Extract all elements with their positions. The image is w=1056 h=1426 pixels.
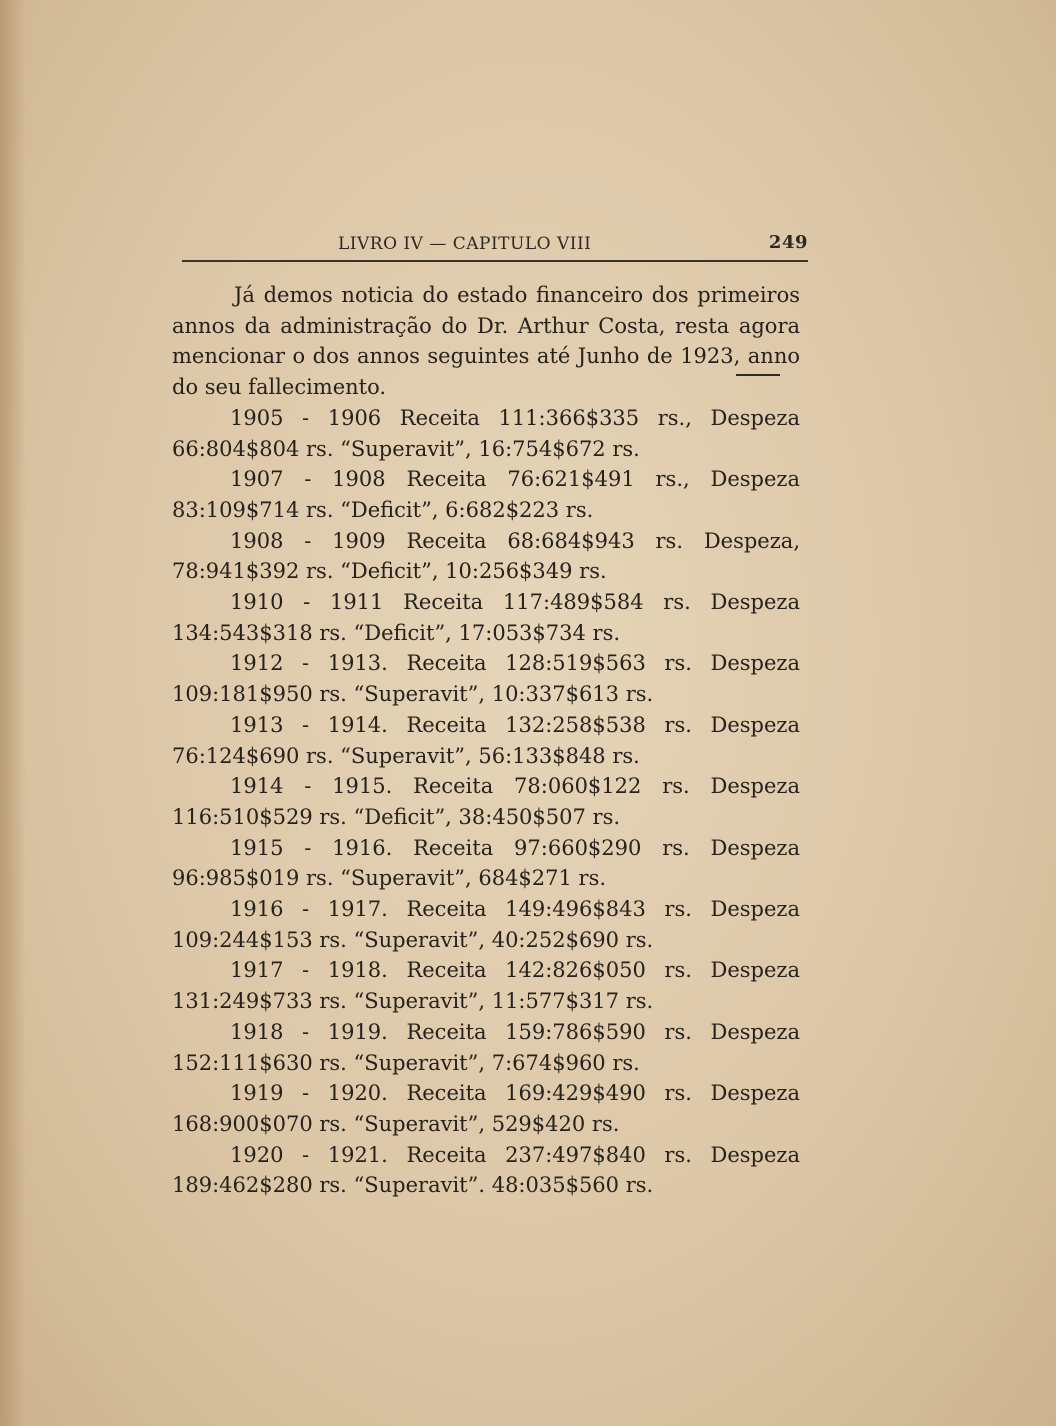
financial-entry: 1908 - 1909 Receita 68:684$943 rs. Despeza, 78:941$392 rs. “Deficit”, 10:256$349 rs. [172, 528, 800, 584]
financial-entry: 1917 - 1918. Receita 142:826$050 rs. Despeza 131:249$733 rs. “Superavit”, 11:577$317 rs. [172, 958, 800, 1014]
financial-entry: 1914 - 1915. Receita 78:060$122 rs. Despeza 116:510$529 rs. “Deficit”, 38:450$507 rs. [172, 774, 800, 829]
body-text [172, 280, 800, 1201]
financial-entry: 1907 - 1908 Receita 76:621$491 rs., Despeza 83:109$714 rs. “Deficit”, 6:682$223 rs. [172, 467, 800, 522]
financial-entry: 1912 - 1913. Receita 128:519$563 rs. Despeza 109:181$950 rs. “Superavit”, 10:337$613 rs. [172, 651, 800, 707]
intro-paragraph: Já demos noticia do estado financeiro dos primeiros annos da administração do Dr. Arthur Costa, resta agora mencionar o dos annos seguintes até Junho de 1923, anno do seu fallecimento. [172, 283, 800, 400]
financial-entry: 1916 - 1917. Receita 149:496$843 rs. Despeza 109:244$153 rs. “Superavit”, 40:252$690 rs. [172, 897, 800, 952]
financial-entry: 1910 - 1911 Receita 117:489$584 rs. Despeza 134:543$318 rs. “Deficit”, 17:053$734 rs. [172, 590, 800, 645]
financial-entry: 1905 - 1906 Receita 111:366$335 rs., Despeza 66:804$804 rs. “Superavit”, 16:754$672 rs. [172, 405, 800, 461]
financial-entry: 1915 - 1916. Receita 97:660$290 rs. Despeza 96:985$019 rs. “Superavit”, 684$271 rs. [172, 835, 800, 891]
running-header [182, 230, 808, 262]
financial-entry: 1920 - 1921. Receita 237:497$840 rs. Despeza 189:462$280 rs. “Superavit”. 48:035$560 rs. [172, 1142, 800, 1198]
financial-entry: 1918 - 1919. Receita 159:786$590 rs. Despeza 152:111$630 rs. “Superavit”, 7:674$960 rs. [172, 1019, 800, 1075]
financial-entry: 1913 - 1914. Receita 132:258$538 rs. Despeza 76:124$690 rs. “Superavit”, 56:133$848 rs. [172, 712, 800, 768]
financial-entry: 1919 - 1920. Receita 169:429$490 rs. Despeza 168:900$070 rs. “Superavit”, 529$420 rs. [172, 1081, 800, 1136]
page-number: 249 [768, 232, 808, 253]
chapter-title: LIVRO IV — CAPITULO VIII [338, 234, 592, 254]
